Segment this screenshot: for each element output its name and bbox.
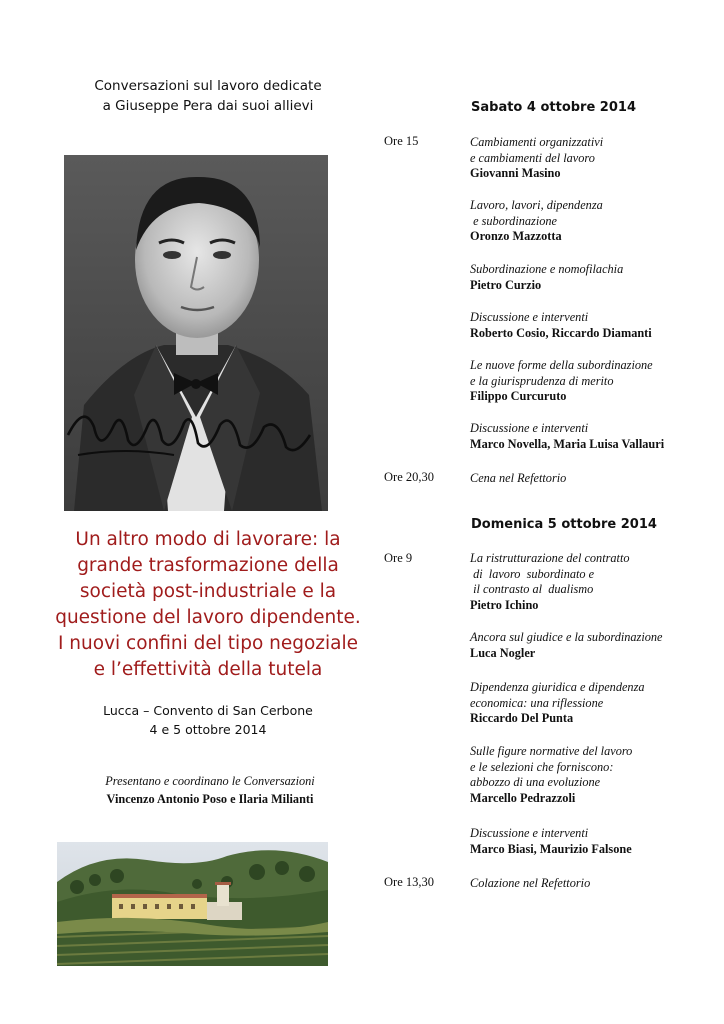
- day-heading-saturday: Sabato 4 ottobre 2014: [471, 100, 636, 115]
- session-title: Lavoro, lavori, dipendenza: [470, 198, 603, 212]
- header-line-2: a Giuseppe Pera dai suoi allievi: [102, 98, 314, 114]
- session-title: Le nuove forme della subordinazione: [470, 358, 653, 372]
- dinner-label: Cena nel Refettorio: [470, 471, 567, 485]
- venue-place: Lucca – Convento di San Cerbone: [103, 703, 313, 718]
- session-item: [470, 135, 710, 182]
- session-title: il contrasto al dualismo: [470, 582, 594, 596]
- session-speaker: Marco Novella, Maria Luisa Vallauri: [470, 436, 665, 451]
- main-title-line: I nuovi confini del tipo negoziale: [57, 633, 359, 654]
- main-title-line: e l’effettività della tutela: [93, 659, 323, 680]
- lunch-label: Colazione nel Refettorio: [470, 876, 591, 890]
- session-title: Subordinazione e nomofilachia: [470, 262, 624, 276]
- session-item: [470, 744, 710, 806]
- header-line-1: Conversazioni sul lavoro dedicate: [94, 78, 322, 94]
- session-speaker: Filippo Curcuruto: [470, 389, 567, 403]
- time-dinner: Ore 20,30: [384, 470, 434, 484]
- coordination-label: Presentano e coordinano le Conversazioni: [105, 774, 315, 788]
- session-item: [470, 358, 710, 405]
- session-speaker: Pietro Ichino: [470, 597, 539, 612]
- session-title: e subordinazione: [470, 213, 557, 228]
- session-title: e le selezioni che forniscono:: [470, 759, 614, 774]
- session-speaker: Oronzo Mazzotta: [470, 229, 562, 243]
- session-speaker: Giovanni Masino: [470, 166, 561, 180]
- session-item: [470, 198, 710, 245]
- session-speaker: Luca Nogler: [470, 645, 536, 660]
- session-item: [470, 826, 710, 857]
- session-speaker: Roberto Cosio, Riccardo Diamanti: [470, 325, 652, 340]
- portrait-photo: [64, 155, 328, 511]
- time-start-saturday: Ore 15: [384, 134, 419, 148]
- session-item: [470, 680, 710, 727]
- session-title: Discussione e interventi: [470, 421, 589, 435]
- session-title: e la giurisprudenza di merito: [470, 373, 614, 388]
- session-title: La ristrutturazione del contratto: [470, 551, 630, 565]
- session-speaker: Riccardo Del Punta: [470, 711, 574, 725]
- session-speaker: Pietro Curzio: [470, 277, 542, 292]
- main-title-line: questione del lavoro dipendente.: [55, 607, 361, 628]
- session-title: Cambiamenti organizzativi: [470, 135, 604, 149]
- session-item: [470, 262, 710, 293]
- main-title-line: società post-industriale e la: [79, 581, 337, 602]
- day-heading-sunday: Domenica 5 ottobre 2014: [471, 517, 657, 532]
- session-title: Sulle figure normative del lavoro: [470, 744, 633, 758]
- venue-dates: 4 e 5 ottobre 2014: [149, 722, 267, 737]
- session-speaker: Marco Biasi, Maurizio Falsone: [470, 841, 632, 856]
- convent-photo: [57, 842, 328, 966]
- time-start-sunday: Ore 9: [384, 551, 413, 565]
- main-title-line: grande trasformazione della: [77, 555, 339, 576]
- session-title: Ancora sul giudice e la subordinazione: [470, 630, 663, 644]
- session-item: [470, 630, 710, 661]
- session-item: [470, 310, 710, 341]
- session-title: abbozzo di una evoluzione: [470, 775, 601, 789]
- coordination-names: Vincenzo Antonio Poso e Ilaria Milianti: [106, 792, 314, 806]
- session-title: Discussione e interventi: [470, 826, 589, 840]
- session-title: economica: una riflessione: [470, 695, 604, 710]
- main-title: [18, 527, 398, 683]
- main-title-line: Un altro modo di lavorare: la: [75, 529, 341, 550]
- session-speaker: Marcello Pedrazzoli: [470, 790, 576, 805]
- session-title: Dipendenza giuridica e dipendenza: [470, 680, 645, 694]
- session-title: di lavoro subordinato e: [470, 566, 595, 581]
- time-lunch: Ore 13,30: [384, 875, 434, 889]
- session-title: Discussione e interventi: [470, 310, 589, 324]
- session-item: [470, 551, 710, 613]
- session-title: e cambiamenti del lavoro: [470, 150, 595, 165]
- session-item: [470, 421, 710, 452]
